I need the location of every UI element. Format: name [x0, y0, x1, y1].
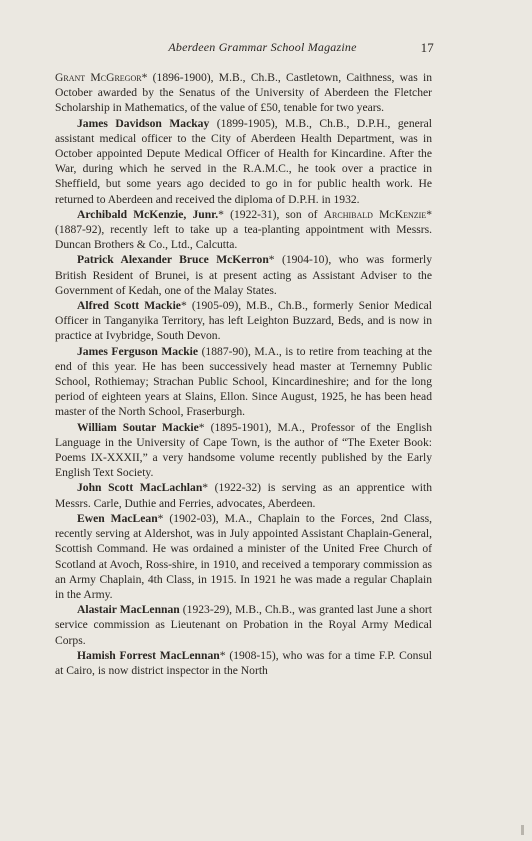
entry-william-soutar-mackie [55, 420, 432, 481]
entry-father-name: Archibald McKenzie [323, 207, 427, 221]
entry-hamish-maclennan [55, 648, 432, 678]
entry-text: * (1908-15), who was for a time F.P. Consul at Cairo, is now district inspector in the North [55, 648, 432, 677]
entry-text: * (1895-1901), M.A., Professor of the English Language in the University of Cape Town, is the author of “The Exeter Book: Poems IX-XXXII,” a very handsome volume recently published by the Early English Text Society. [55, 420, 432, 480]
entry-name: John Scott MacLachlan [77, 481, 203, 495]
entry-name: Hamish Forrest MacLennan [77, 648, 220, 662]
page-number: 17 [420, 40, 434, 55]
entry-text: * (1887-92), recently left to take up a tea-planting appointment with Messrs. Duncan Brothers & Co., Ltd., Calcutta. [55, 207, 433, 252]
entry-text: (1887-90), M.A., is to retire from teaching at the end of this year. He has been successively head master at Ternemny Public School, Rothiemay; Strachan Public School, Kincardineshire; and for the long period of eighteen years at Slains, Ellon. Since August, 1925, he has been head master of the North School, Fraserburgh. [55, 344, 432, 419]
entry-text: * (1922-32) is serving as an apprentice with Messrs. Carle, Duthie and Ferries, advocates, Aberdeen. [55, 481, 432, 510]
entry-name: Patrick Alexander Bruce McKerron [77, 253, 269, 267]
entry-name: Grant McGregor [55, 71, 142, 84]
entry-archibald-mckenzie [55, 207, 432, 253]
entry-alfred-scott-mackie [55, 298, 432, 344]
entry-name: James Ferguson Mackie [77, 344, 199, 358]
entry-james-davidson-mackay [55, 116, 432, 207]
entry-name: James Davidson Mackay [77, 116, 210, 130]
entry-text: * (1896-1900), M.B., Ch.B., Castletown, Caithness, was in October awarded by the Senatus of the University of Aberdeen the Fletcher Scholarship in Mathematics, of the value of £50, tenable for two years. [55, 71, 433, 115]
entry-text: * (1905-09), M.B., Ch.B., formerly Senior Medical Officer in Tanganyika Territory, has left Leighton Buzzard, Beds, and is now in practice at Ivybridge, South Devon. [55, 299, 432, 343]
entry-text: (1899-1905), M.B., Ch.B., D.P.H., general assistant medical officer to the City of Aberdeen Health Department, was in October appointed Depute Medical Officer of Health for Kincardine. After the War, during which he served in the R.A.M.C., he took over a practice in Sheffield, but some years ago decided to go in for public health work. He returned to Aberdeen and received the diploma of D.P.H. in 1932. [55, 116, 432, 206]
entry-james-ferguson-mackie [55, 344, 432, 420]
entry-name: Alfred Scott Mackie [77, 299, 181, 313]
entry-john-scott-maclachlan [55, 480, 432, 510]
entry-name: Archibald McKenzie, Junr. [77, 207, 219, 221]
entry-text: * (1902-03), M.A., Chaplain to the Forces, 2nd Class, recently serving at Aldershot, was in July appointed Assistant Chaplain-General, Scottish Command. He was ordained a minister of the United Free Church of Scotland at Avoch, Ross-shire, in 1910, and received a temporary commission as an Army Chaplain, 4th Class, in 1915. In 1921 he was made a regular Chaplain in the Army. [55, 511, 432, 601]
entry-patrick-mckerron [55, 252, 432, 298]
entry-alastair-maclennan [55, 602, 432, 648]
entry-grant-mcgregor [55, 70, 432, 116]
page-edge-mark [521, 825, 524, 835]
entry-text: * (1904-10), who was formerly British Resident of Brunei, is at present acting as Assistant Adviser to the Government of Kedah, one of the Malay States. [55, 253, 433, 297]
entry-ewen-maclean [55, 511, 432, 602]
running-head [55, 40, 432, 62]
entry-name: Alastair MacLennan [77, 603, 180, 617]
entry-name: Ewen MacLean [77, 511, 158, 525]
entry-text: (1923-29), M.B., Ch.B., was granted last June a short service commission as Lieutenant on Probation in the Royal Army Medical Corps. [55, 603, 432, 647]
entry-name: William Soutar Mackie [77, 420, 199, 434]
magazine-title: Aberdeen Grammar School Magazine [168, 40, 357, 54]
entries-list [55, 70, 432, 678]
entry-text: * (1922-31), son of [218, 207, 324, 221]
